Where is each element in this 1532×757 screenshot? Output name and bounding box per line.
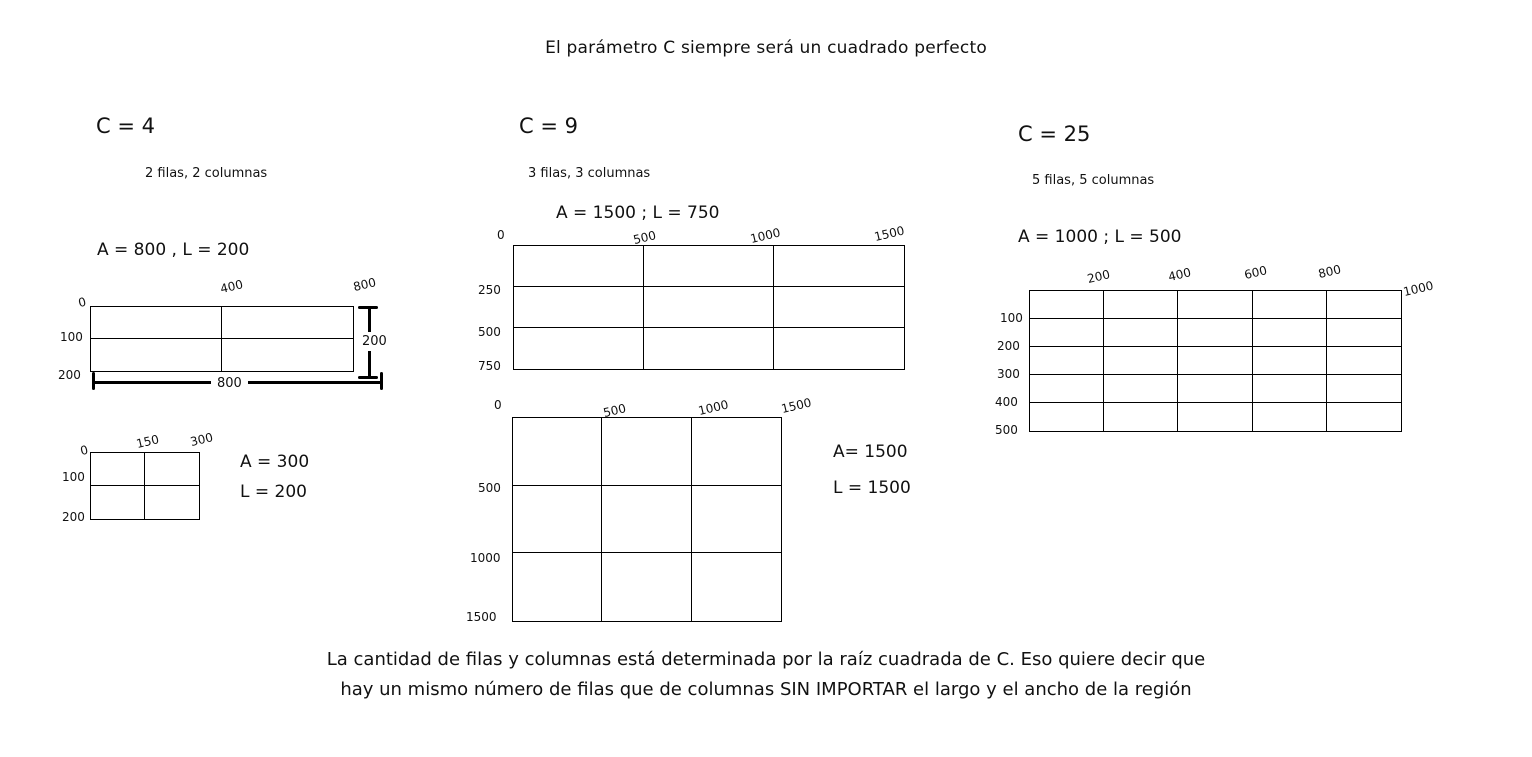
height-bracket-cap-top-c4a: [358, 306, 378, 309]
bottom-note-line-1: La cantidad de filas y columnas está determinada por la raíz cuadrada de C. Eso quiere decir que: [326, 649, 1206, 670]
grid-cell: [1030, 347, 1104, 375]
grid-cell: [774, 287, 904, 328]
tick-top-c4a-0: 0: [76, 294, 88, 310]
grid-cell: [1327, 291, 1401, 319]
grid-cell: [514, 287, 644, 328]
grid-cell: [692, 486, 781, 554]
grid-cell: [1030, 291, 1104, 319]
grid-cell: [145, 486, 199, 519]
tick-top-c9b-1: 500: [601, 401, 628, 420]
grid-cell: [1030, 403, 1104, 431]
grid-cell: [1327, 347, 1401, 375]
tick-left-c9b-0: 500: [478, 481, 501, 495]
grid-cell: [1327, 375, 1401, 403]
tick-left-c4a-1: 200: [58, 368, 81, 382]
grid-cell: [602, 553, 691, 621]
grid-cell: [1178, 375, 1252, 403]
figure-label-c9-a: A = 1500 ; L = 750: [556, 203, 720, 223]
grid-cell: [774, 328, 904, 369]
tick-left-c9b-2: 1500: [466, 610, 497, 624]
grid-cell: [602, 486, 691, 554]
tick-top-c9b-3: 1500: [779, 395, 813, 416]
height-label-c4a: 200: [362, 334, 387, 349]
tick-top-c9a-2: 1000: [748, 225, 782, 246]
grid-cell: [1253, 319, 1327, 347]
grid-c9-figure-a: [513, 245, 905, 370]
grid-cell: [91, 453, 145, 486]
grid-cell: [1327, 319, 1401, 347]
grid-cell: [1327, 403, 1401, 431]
figure-label-c9-b-l: L = 1500: [833, 478, 911, 498]
section-heading-c9: C = 9: [519, 114, 578, 138]
grid-cell: [1178, 347, 1252, 375]
figure-label-c9-b-a: A= 1500: [833, 442, 908, 462]
grid-cell: [513, 418, 602, 486]
grid-cell: [513, 553, 602, 621]
figure-label-c4-b-l: L = 200: [240, 482, 307, 502]
tick-top-c9a-1: 500: [631, 228, 658, 247]
page-title: El parámetro C siempre será un cuadrado perfecto: [545, 38, 987, 58]
grid-cell: [1253, 375, 1327, 403]
tick-top-c25-4: 1000: [1401, 278, 1435, 299]
grid-cell: [1030, 375, 1104, 403]
tick-top-c9a-0: 0: [497, 228, 505, 242]
bottom-note: [0, 645, 1532, 705]
grid-cell: [692, 553, 781, 621]
tick-top-c25-0: 200: [1085, 267, 1112, 286]
grid-cell: [1104, 375, 1178, 403]
tick-top-c4a-1: 400: [218, 277, 245, 296]
grid-cell: [1178, 291, 1252, 319]
section-heading-c25: C = 25: [1018, 122, 1091, 146]
grid-cell: [1030, 319, 1104, 347]
grid-cell: [222, 307, 353, 339]
tick-left-c9b-1: 1000: [470, 551, 501, 565]
grid-cell: [1104, 347, 1178, 375]
grid-c9-figure-b: [512, 417, 782, 622]
grid-c4-figure-b: [90, 452, 200, 520]
section-heading-c4: C = 4: [96, 114, 155, 138]
figure-label-c4-b-a: A = 300: [240, 452, 310, 472]
grid-cell: [1253, 403, 1327, 431]
tick-top-c4a-2: 800: [351, 275, 378, 294]
tick-left-c25-3: 400: [995, 395, 1018, 409]
grid-cell: [602, 418, 691, 486]
tick-left-c25-2: 300: [997, 367, 1020, 381]
tick-left-c25-0: 100: [1000, 311, 1023, 325]
height-bracket-cap-bottom-c4a: [358, 376, 378, 379]
grid-cell: [514, 328, 644, 369]
figure-label-c25: A = 1000 ; L = 500: [1018, 227, 1182, 247]
grid-c4-figure-a: [90, 306, 354, 372]
grid-cell: [1253, 291, 1327, 319]
tick-left-c9a-0: 250: [478, 283, 501, 297]
tick-top-c4b-1: 150: [134, 432, 161, 451]
grid-cell: [145, 453, 199, 486]
grid-cell: [644, 287, 774, 328]
tick-left-c25-1: 200: [997, 339, 1020, 353]
grid-cell: [1253, 347, 1327, 375]
grid-cell: [91, 307, 222, 339]
grid-cell: [91, 339, 222, 371]
tick-top-c9b-2: 1000: [696, 397, 730, 418]
grid-cell: [1104, 319, 1178, 347]
grid-cell: [774, 246, 904, 287]
grid-cell: [644, 328, 774, 369]
grid-cell: [514, 246, 644, 287]
grid-cell: [644, 246, 774, 287]
grid-cell: [1104, 291, 1178, 319]
section-sub-c4: 2 filas, 2 columnas: [145, 166, 268, 181]
figure-label-c4-a: A = 800 , L = 200: [97, 240, 250, 260]
tick-top-c9a-3: 1500: [872, 223, 906, 244]
width-label-c4a: 800: [211, 376, 248, 391]
tick-left-c25-4: 500: [995, 423, 1018, 437]
tick-left-c4b-1: 200: [62, 510, 85, 524]
grid-cell: [1178, 319, 1252, 347]
grid-cell: [1178, 403, 1252, 431]
bottom-note-line-2: hay un mismo número de filas que de columnas SIN IMPORTAR el largo y el ancho de la región: [340, 679, 1192, 700]
width-bracket-cap-right-c4a: [380, 372, 383, 390]
grid-cell: [222, 339, 353, 371]
width-bracket-cap-left-c4a: [92, 372, 95, 390]
tick-top-c25-1: 400: [1166, 265, 1193, 284]
grid-cell: [692, 418, 781, 486]
tick-left-c4b-0: 100: [62, 470, 85, 484]
grid-c25-figure: [1029, 290, 1402, 432]
section-sub-c9: 3 filas, 3 columnas: [528, 166, 651, 181]
tick-top-c4b-2: 300: [188, 430, 215, 449]
grid-cell: [1104, 403, 1178, 431]
grid-cell: [91, 486, 145, 519]
tick-top-c4b-0: 0: [78, 442, 90, 458]
tick-left-c9a-1: 500: [478, 325, 501, 339]
tick-left-c9a-2: 750: [478, 359, 501, 373]
grid-cell: [513, 486, 602, 554]
tick-left-c4a-0: 100: [60, 330, 83, 344]
tick-top-c9b-0: 0: [494, 398, 502, 412]
section-sub-c25: 5 filas, 5 columnas: [1032, 173, 1155, 188]
tick-top-c25-3: 800: [1316, 262, 1343, 281]
tick-top-c25-2: 600: [1242, 263, 1269, 282]
